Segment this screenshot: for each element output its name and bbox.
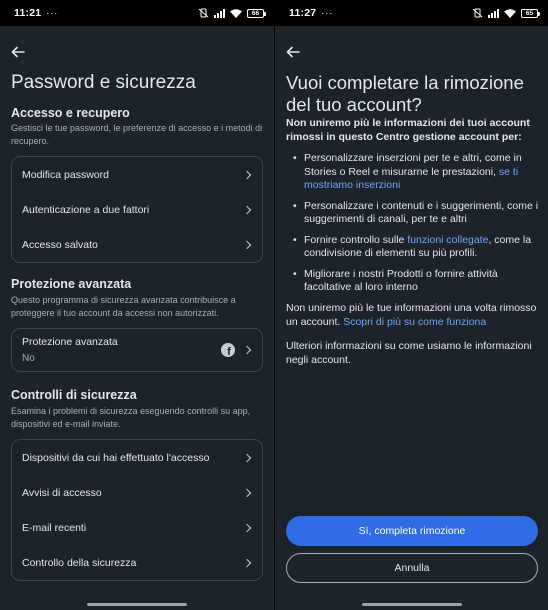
- section-desc-advanced: Questo programma di sicurezza avanzata contribuisce a proteggere il tuo account da accessi non autorizzati.: [11, 295, 236, 318]
- row-recent-emails[interactable]: [12, 510, 262, 545]
- status-bar: [0, 0, 274, 26]
- section-desc-checks: Esamina i problemi di sicurezza eseguendo controlli su app, dispositivi ed e-mail inviate.: [11, 406, 251, 429]
- page-title: Vuoi completare la rimozione del tuo account?: [286, 72, 524, 115]
- vibrate-off-icon: [198, 8, 209, 18]
- checks-card: [11, 439, 263, 581]
- list-item: [286, 152, 540, 193]
- signal-icon: [488, 9, 499, 18]
- battery-icon: 65: [521, 9, 538, 18]
- chevron-right-icon: [243, 346, 251, 354]
- page-title: Password e sicurezza: [11, 72, 196, 93]
- row-advanced-protection[interactable]: [12, 329, 262, 371]
- remove-account-screen: [275, 26, 548, 610]
- battery-icon: 66: [247, 9, 264, 18]
- row-label: Avvisi di accesso: [22, 486, 102, 499]
- notification-dots: ···: [321, 8, 334, 18]
- section-desc-access: Gestisci le tue password, le preferenze di accesso e i metodi di recupero.: [11, 123, 263, 146]
- row-label: Modifica password: [22, 168, 109, 181]
- list-item: [286, 268, 540, 295]
- row-login-alerts[interactable]: [12, 475, 262, 510]
- section-title-advanced: Protezione avanzata: [11, 277, 132, 291]
- chevron-right-icon: [243, 453, 251, 461]
- section-title-checks: Controlli di sicurezza: [11, 388, 137, 402]
- cancel-button[interactable]: Annulla: [286, 553, 538, 583]
- row-value: No: [22, 353, 35, 364]
- bullet-text: Personalizzare inserzioni per te e altri, come in Stories o Reel e misurarne le prestazioni,: [304, 152, 522, 178]
- row-label: Protezione avanzata: [22, 336, 118, 348]
- row-label: Accesso salvato: [22, 238, 98, 251]
- confirm-removal-button[interactable]: Sì, completa rimozione: [286, 516, 538, 546]
- status-time: 11:27: [289, 7, 317, 19]
- vibrate-off-icon: [472, 8, 483, 18]
- facebook-icon: f: [221, 343, 235, 357]
- connected-features-link[interactable]: funzioni collegate: [407, 233, 489, 246]
- bullet-list: [286, 152, 540, 302]
- security-screen: [0, 26, 274, 610]
- home-indicator: [362, 603, 462, 606]
- notification-dots: ···: [46, 8, 59, 18]
- bullet-text: Fornire controllo sulle: [304, 233, 408, 246]
- chevron-right-icon: [243, 240, 251, 248]
- list-item: [286, 234, 540, 261]
- intro-text: Non uniremo più le informazioni dei tuoi account rimossi in questo Centro gestione account per:: [286, 117, 530, 143]
- back-arrow-icon[interactable]: [285, 44, 301, 60]
- ads-link[interactable]: se ti mostriamo inserzioni: [304, 165, 519, 191]
- status-time: 11:21: [14, 7, 42, 19]
- row-logged-devices[interactable]: [12, 440, 262, 475]
- chevron-right-icon: [243, 170, 251, 178]
- note-text: Non uniremo più le tue informazioni una volta rimosso un account.: [286, 302, 537, 328]
- row-change-password[interactable]: [12, 157, 262, 192]
- more-info-link[interactable]: Ulteriori informazioni su come usiamo le informazioni negli account.: [286, 340, 532, 366]
- row-label: Controllo della sicurezza: [22, 556, 137, 569]
- bullet-text-after: , come la condivisione di elementi su più profili.: [304, 233, 532, 259]
- chevron-right-icon: [243, 558, 251, 566]
- wifi-icon: [230, 9, 242, 18]
- home-indicator: [87, 603, 187, 606]
- note-paragraph: [286, 302, 540, 329]
- access-card: [11, 156, 263, 263]
- chevron-right-icon: [243, 523, 251, 531]
- signal-icon: [214, 9, 225, 18]
- row-two-factor[interactable]: [12, 192, 262, 227]
- row-security-checkup[interactable]: [12, 545, 262, 580]
- wifi-icon: [504, 9, 516, 18]
- advanced-card: [11, 328, 263, 372]
- chevron-right-icon: [243, 488, 251, 496]
- row-label: Autenticazione a due fattori: [22, 203, 150, 216]
- row-label: Dispositivi da cui hai effettuato l'accesso: [22, 451, 210, 464]
- chevron-right-icon: [243, 205, 251, 213]
- section-title-access: Accesso e recupero: [11, 106, 130, 120]
- right-phone: [274, 0, 548, 610]
- list-item: [286, 200, 540, 227]
- back-arrow-icon[interactable]: [10, 44, 26, 60]
- bullet-text: Personalizzare i contenuti e i suggerimenti, come i suggerimenti di canali, per te e altri: [304, 199, 539, 225]
- row-saved-login[interactable]: [12, 227, 262, 262]
- learn-more-link[interactable]: Scopri di più su come funziona: [343, 315, 487, 328]
- status-bar: [275, 0, 548, 26]
- row-label: E-mail recenti: [22, 521, 87, 534]
- bullet-text: Migliorare i nostri Prodotti o fornire attività facoltative al loro interno: [304, 267, 498, 293]
